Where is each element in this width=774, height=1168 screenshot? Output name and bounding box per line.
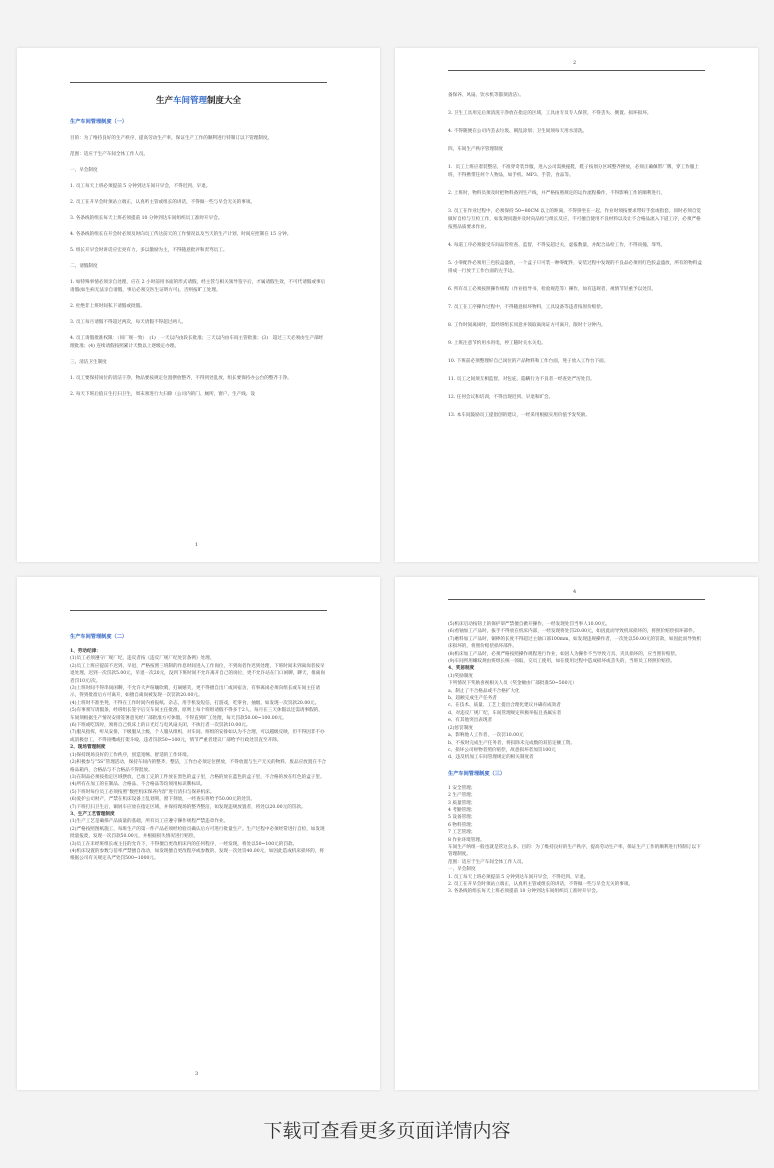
paragraph: (4)机床设置的参数与倍率严禁擅自改动，如发现擅自更改程序或参数的，发现一次处罚40.00元，如因此造成机床损坏的，将根据公司有关规定从严处罚500~1000元。	[70, 848, 324, 862]
list-item: d、违反机加工车间管理规定的相关制度者	[448, 755, 534, 761]
paragraph: (5)有事须写请假条，经班组长签字后交车间主任批准，原则上每个班组请假不得多于2人，每月在三天休假以还需请事假的，车间须根据生产情况安排签署意见经厂部批准方可休假，不得直到旷工处理，每天罚款50.00~100.00元。	[70, 708, 323, 721]
list-item: b、不按时完成生产任务者，将扣除未完成数的双倍定额工资。	[448, 740, 575, 746]
list-item: a、影响他人工作者，一次罚10.00元	[448, 733, 524, 739]
page-number: 4	[573, 589, 577, 595]
page-number: 2	[573, 60, 577, 66]
paragraph: 1. 如特殊事情必须亲自处理，应在 2 小时前用书面的形式请假，经主管与相关领导签字后，才属请假生效，不可代请假或事后请假(如生病无法亲自请假，事后必须交医生证明方可)，否则按旷工处理。	[70, 280, 326, 293]
page-number: 3	[195, 1071, 199, 1077]
paragraph: 3. 员工在作业过程中，必须保持 50~80CM 以上的距离，不得挤坐在一起，作业时须按要求带好手套或指套，同时必须自觉做好自检与互检工作，如发现问题并及时向品检与组长反应，不可擅自使用不良材料以及让不合格品流入下道工序，必须严格按照品质要求作业。	[448, 209, 702, 230]
paragraph: (7)服从指挥，听从安排，下级服从上级，个人服从组织，对车间、班组的安排如认为不合理，可以越级反映，但不得因非不办或消极怠工，不得顶嘴或打架斗殴，违者罚款50~100元，情节严重者建议厂部给予行政处罚直至开除。	[70, 730, 325, 743]
document-page-2	[395, 48, 758, 562]
document-page-1	[17, 48, 380, 562]
paragraph: 3. 各条线的组长每天上班必须提前 10 分钟到达车间组织员工准时开早会。	[70, 216, 223, 221]
paragraph: 2. 上班时，物料员须及时把物料备到生产线，并严格按照规定的运作流程操作，不得影响工作的顺利进行。	[448, 191, 666, 196]
section-heading: 生产车间管理制度（二）	[70, 634, 128, 640]
paragraph: (9)车间所用螺纹规由班组长统一领取，交员工使用，如在使用过程中造成损坏或丢失的，当班员工将照价赔偿。	[448, 659, 676, 665]
title-highlight: 车间管理	[172, 96, 207, 106]
paragraph: (7)下班打扫卫生后，铜屑车应放在指定区域，并保持现场的整齐整洁，如发现违规放置者，将处以20.00元的罚款。	[70, 804, 306, 810]
paragraph: 2. 杜绝非上班时间私下请假或批假。	[70, 304, 145, 309]
paragraph: 2. 员工在开早会时须站立端正，认真听主管或组长的讲话，不得做一些与早会无关的事项。	[70, 200, 256, 205]
paragraph: 5. 小零配件必须用三色胶盒盛放，一个盒子只可装一种零配件，安装过程中发现的不良品必须用红色胶盒盛放，所有的物料盒排成一行放于工作台面的左手边。	[448, 261, 702, 274]
list-item: 5 设备管理；	[448, 815, 476, 821]
paragraph: 范围：适应于生产车间全体工作人员。	[70, 152, 149, 157]
paragraph: 3. 卫生工具用完后须清洗干净放在指定的区域，工具由专员专人保管，不得丢失、倒置、损坏损坏。	[448, 111, 652, 116]
paragraph: 2. 员工在开早会时须站立端正，认真听主管或组长的讲话，不得做一些与早会无关的事项。	[448, 882, 634, 887]
list-item: b、超额完成生产任务者	[448, 696, 497, 702]
subheading: 一、早会制度	[448, 867, 476, 873]
paragraph: 4. 每道工序必须接受车间品管检查、监督，不得妄超过关，虚报数量，并配合品检工作，不得顶撞、辱骂。	[448, 243, 666, 248]
paragraph: 11. 员工之间须互相监督，对包庇、隐瞒行为不良者一经查处严厉处罚。	[448, 377, 595, 382]
paragraph: 12. 任何会议和培训，不得出现迟到、早退和旷会。	[448, 395, 554, 400]
paragraph: 3. 员工每月请假不得超过两次，每天请假不得超过两人。	[70, 320, 187, 325]
list-item: 8 作业环境管理。	[448, 837, 485, 843]
section-heading: 生产车间管理制度（一）	[70, 119, 128, 125]
list-item: e、有其他突出表现者	[448, 718, 493, 724]
paragraph: (1)保持现场良好的工作秩序，创造宽畅、舒适的工作环境。	[70, 752, 192, 758]
subheading: 二、请假制度	[70, 264, 98, 269]
paragraph: (4)所有在加工的在制品、合格品、不合格品等均须用标识牌标识。	[70, 782, 206, 788]
paragraph: 1. 员工每天上班必须提前 5 分钟到达车间开早会，不得迟到、早退。	[448, 874, 589, 880]
paragraph: 9. 上班注意节约用水用电，停工随时关水关电。	[448, 341, 546, 346]
paragraph: (5)机床启动按钮上的保护罩严禁擅自掀开操作，一经发现处罚当事人10.00元。	[448, 622, 611, 627]
list-item: 1 安全管理；	[448, 785, 476, 791]
paragraph: (2)严格按照图纸施工，每班生产的第一件产品必须经检验员确认后方可进行批量生产。生产过程中必须经常进行自检，如发现批量报废，发现一次罚款50.00元，并根据损失情况进行赔偿。	[70, 826, 325, 840]
paragraph: 1. 员工每天上班必须提前 5 分钟到达车间开早会，不得迟到、早退。	[70, 184, 211, 189]
paragraph: 车间生产纳组一般也就是管这么多。目的：为了维持良好的生产秩序，提高劳动生产率，保证生产工作的顺利进行特制订以下管理制度。	[448, 844, 701, 858]
paragraph: 下列情况下奖励喜视相关人员（奖金额由厂部批准50~500元）	[448, 681, 577, 687]
subheading: 1、劳动纪律：	[70, 649, 101, 654]
list-item: 6 物料管理；	[448, 822, 476, 828]
paragraph: (2)惩罚制度	[448, 725, 473, 731]
paragraph: 1. 员工要保持岗位的清洁干净，物品要按规定位置摆放整齐，不得到处乱放，组长要保持办公台的整齐干净。	[70, 376, 292, 381]
paragraph: 5. 组长开早会时讲话应宏亮有力，多以激励为主，不得随意批评和责骂员工。	[70, 248, 228, 253]
document-page-3	[17, 577, 380, 1090]
paragraph: 目的：为了维持良好的生产秩序，提高劳动生产率，保证生产工作的顺利进行特制订以下管理制度。	[70, 136, 273, 141]
paragraph: 4. 员工请假批准权限：（同厂规一致） (1) 一天以内由段长批准；三天以内由车间主管批准；(3) 超过三天必须由生产部经理批准；(4) 连续请假按照累计天数以上逐级定办理。	[70, 336, 324, 349]
paragraph: 7. 员工在工序操作过程中，不得随意损坏物料，工具设备等违者按原价赔偿。	[448, 305, 606, 310]
document-title	[70, 94, 327, 106]
paragraph: 范围：适应于生产车间全体工作人员。	[448, 859, 527, 865]
paragraph: (8)机床加工产品时，必须严格按照操作规程进行作业，如因人为操作不当导致刀具、夹具损坏的，应当照价赔偿。	[448, 651, 680, 657]
paragraph: 8. 工作时间离岗时，需经班组长同意并领取离岗证方可离开，限时十分钟内。	[448, 323, 606, 328]
list-item: 7 工艺管理；	[448, 830, 476, 836]
paragraph: (3)员工在未经班组长或主任的允许下，不得擅自更改机床内的任何程序，一经发现，将处以50~100元的罚款。	[70, 841, 298, 847]
list-item: 3 质量管理；	[448, 800, 476, 806]
list-item: 4 考勤管理；	[448, 807, 476, 813]
subheading: 3、生产工艺管理制度	[70, 811, 115, 817]
list-item: c、在技术、质量、工艺上提出合理化建议并确有成效者	[448, 703, 561, 709]
paragraph: (1)奖励制度	[448, 673, 473, 679]
paragraph: (2)积极参与“5S”管理活动，保持车间内的整齐、整洁，工作台必须定位摆放，不得放置与生产无关的物料，废品应放置在不合格品箱内，合格品与不合格品不得混放。	[70, 760, 327, 773]
paragraph: (3)在制品必须按指定区域摆放，已加工完的工件放在黑色的盒子里，合格的放在蓝色的盒子里，不合格的放在红色的盒子里。	[70, 774, 325, 780]
paragraph: 13. 本车间鼓励员工提倡创的建议，一经采用根据实用价值予发奖励。	[448, 413, 590, 418]
list-item: 2 生产管理；	[448, 793, 476, 799]
paragraph: 备保养、风扇、饮水机等都须清洁）。	[448, 93, 524, 98]
subheading: 4、奖惩制度	[448, 666, 475, 672]
paragraph: 3. 各条线的组长每天上班必须提前 10 分钟到达车间组织员工准时开早会。	[448, 889, 601, 895]
title-prefix: 生产	[155, 96, 173, 106]
paragraph: (5)下班时每位员工必须按照“数控机床保养内容”进行清扫与保养机床。	[70, 789, 215, 795]
paragraph: 6. 所有员工必须按照操作规程（作业指导书，检验规范等）操作，如有违规者，视情节轻重予以处罚。	[448, 287, 656, 292]
paragraph: (1)生产工艺是确保产品质量的基础，所有员工应遵守操作规程严禁违章作业。	[70, 819, 229, 825]
list-item: c、损坏公司财物者照价赔偿，故意损坏者加罚100元	[448, 747, 556, 753]
paragraph: (1)员工必须遵守厂规厂纪，违反者按《违反厂规厂纪处罚条例》处理。	[70, 656, 215, 662]
paragraph: 1．员工上班应着装整洁，不准穿奇装异服，进入公司需换拖鞋，鞋子按划分区域整齐摆放，必须正确佩带厂牌，穿工作服上班，不得携带任何个人物品，如手机、MP3、手袋、食品等。	[448, 165, 699, 178]
list-item: d、对违反厂规厂纪，车间管理规定积极举报且查属实者	[448, 710, 562, 716]
paragraph: 4. 不得随便在公司内丢去垃圾、朝乱涂划；卫生间须每天用水清洗。	[448, 129, 588, 134]
paragraph: 2. 每天下班后值日生打扫卫生，周末须进行大扫除（公司内的门、厕所、窗户、生产线、设	[70, 392, 256, 397]
subheading: 四、车间生产秩序管理制度	[448, 147, 504, 152]
subheading: 一、早会制度	[70, 168, 98, 173]
title-suffix: 制度大全	[207, 96, 242, 106]
paragraph: (2)员工上班应提前不迟到、早退，严格按照三班制的作息时间进入工作岗位，不到岗者作迟到处理，下班时间未到离岗者按早退处理，迟到一次罚款5.00元，早退一次20元，没到下班时间不允许离开自己的岗位，更不允许站在门口闲聊，聊天，推离岗者罚10元/次。	[70, 663, 325, 684]
download-more-notice: 下载可查看更多页面详情内容	[263, 1120, 511, 1142]
paragraph: (6)下班或吃饭时，须将自己机床上的日光灯与电风扇关闭，不执行者一次罚款10.00元。	[70, 723, 251, 729]
paragraph: 10. 下班前必须整理好自己岗位的产品物料和工作台面，凳子放入工作台下面。	[448, 359, 609, 364]
document-page-4	[395, 577, 758, 1090]
paragraph: (6)看铀加工产品时，拔手不得放在机床内部，一经发现将处罚20.00元，如因此而导致机床损坏的，将照价赔偿损坏部件。	[448, 629, 698, 635]
page-number: 1	[195, 542, 199, 548]
paragraph: 4. 各条线的组长在开会时必须及时向员工传达前天的工作情况以及当天的生产计划，时间应控制在 15 分钟。	[70, 232, 292, 237]
paragraph: (6)爱护公司财产，严禁在机床设备上乱划刻，窗下刻放，一经查实将给予50.00元的处罚。	[70, 797, 256, 803]
section-heading: 生产车间管理制度（三）	[448, 770, 506, 777]
subheading: 2、现场管理制度	[70, 745, 106, 751]
list-item: a、制止了不合格品或不合格扩大化	[448, 688, 520, 694]
paragraph: (4)上班时不准坐凳，不得在工作时间内看报纸、杂志，用手机发短信，打游戏，吃零食，抽烟，如发现一次罚款20.00元。	[70, 700, 320, 706]
subheading: 三、清洁卫生制度	[70, 360, 107, 365]
paragraph: (3)上班时间不得串岗闲聊，不允许大声喧嚷吹哨，打闹嬉笑，更不得擅自出厂或回宿舍，有事离岗必须向组长或车间主任请示，得到批准后方可离开，如擅自离岗被发现一次罚款20.00元。	[70, 686, 320, 699]
paragraph: (7)磨料加工产品时，铜棒的长度不得超过主轴口部100mm，如发现违规操作者，一次处以50.00元的罚款，如因此而导致机床损坏的，将照价赔偿损坏部件。	[448, 636, 702, 650]
